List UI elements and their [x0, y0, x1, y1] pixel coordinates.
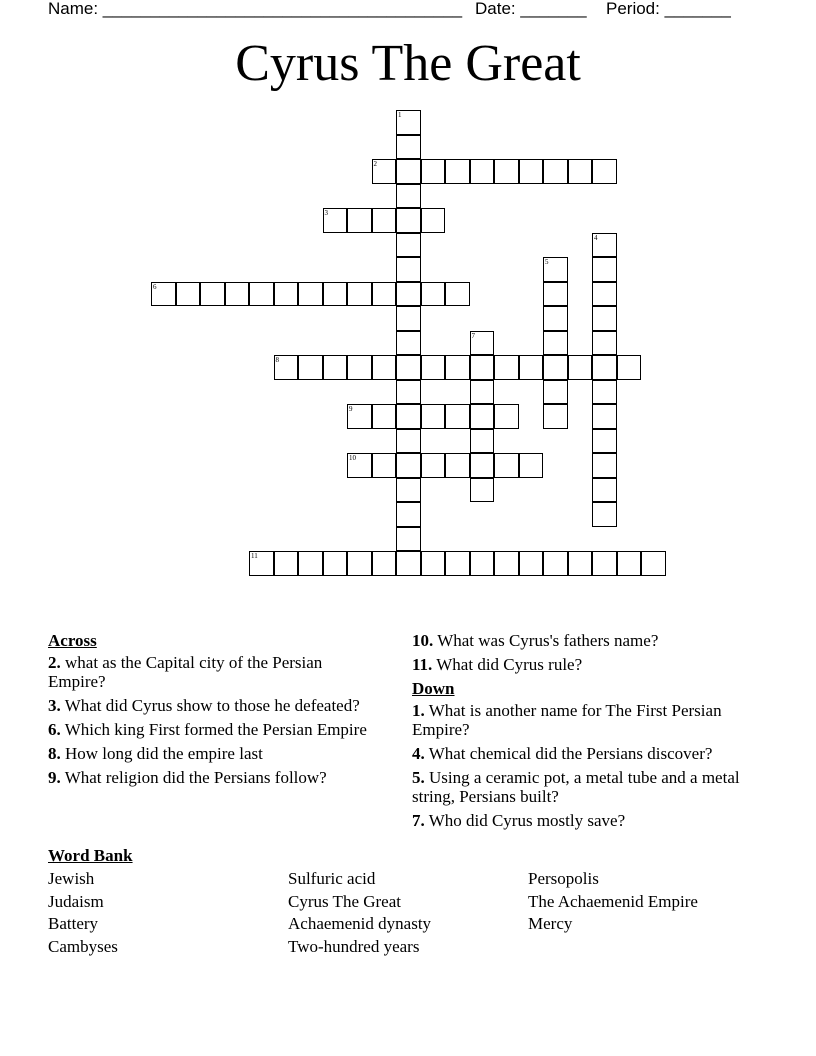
crossword-cell[interactable] — [396, 478, 421, 503]
crossword-cell[interactable] — [519, 453, 544, 478]
crossword-cell[interactable] — [470, 453, 495, 478]
crossword-cell[interactable] — [592, 233, 617, 258]
crossword-cell[interactable] — [249, 282, 274, 307]
crossword-cell[interactable] — [641, 551, 666, 576]
crossword-cell[interactable] — [543, 551, 568, 576]
crossword-cell[interactable] — [396, 184, 421, 209]
crossword-cell[interactable] — [372, 355, 397, 380]
clue-number: 7 — [471, 331, 475, 340]
crossword-cell[interactable] — [396, 159, 421, 184]
across-clue: 11. What did Cyrus rule? — [412, 655, 583, 674]
crossword-cell[interactable] — [396, 404, 421, 429]
crossword-cell[interactable] — [543, 380, 568, 405]
word-bank-column — [48, 868, 118, 958]
clue-number: 1 — [398, 111, 402, 119]
word-bank-item: Judaism — [48, 891, 104, 911]
crossword-cell[interactable] — [470, 551, 495, 576]
period-field[interactable]: Period: _______ — [606, 0, 731, 18]
crossword-cell[interactable] — [372, 208, 397, 233]
name-field[interactable]: Name: ______________________________________ — [48, 0, 463, 18]
crossword-cell[interactable] — [592, 282, 617, 307]
crossword-cell[interactable] — [396, 551, 421, 576]
crossword-cell[interactable] — [274, 355, 299, 380]
crossword-cell[interactable] — [372, 282, 397, 307]
crossword-cell[interactable] — [592, 453, 617, 478]
crossword-cell[interactable] — [421, 282, 446, 307]
word-bank-heading: Word Bank — [48, 846, 133, 865]
crossword-cell[interactable] — [592, 355, 617, 380]
crossword-cell[interactable] — [396, 429, 421, 454]
word-bank-item: Two-hundred years — [288, 936, 420, 956]
crossword-cell[interactable] — [372, 404, 397, 429]
crossword-cell[interactable] — [543, 257, 568, 282]
word-bank-item: Battery — [48, 914, 99, 934]
across-clue: 9. What religion did the Persians follow? — [48, 768, 327, 787]
crossword-cell[interactable] — [568, 355, 593, 380]
down-clue: 7. Who did Cyrus mostly save? — [412, 811, 626, 830]
crossword-cell[interactable] — [347, 453, 372, 478]
down-clue: 1. What is another name for The First Persian Empire? — [412, 701, 722, 739]
page-title: Cyrus The Great — [235, 35, 581, 92]
word-bank-item: The Achaemenid Empire — [528, 891, 698, 911]
across-clue: 6. Which king First formed the Persian Empire — [48, 720, 367, 739]
crossword-cell[interactable] — [396, 502, 421, 527]
word-bank-item: Achaemenid dynasty — [288, 914, 432, 934]
down-clue: 4. What chemical did the Persians discover? — [412, 744, 713, 763]
word-bank-item: Persopolis — [528, 869, 599, 888]
word-bank-item: Mercy — [528, 914, 573, 934]
crossword-cell[interactable] — [592, 159, 617, 184]
word-bank-item: Jewish — [48, 869, 95, 888]
crossword-cell[interactable] — [347, 404, 372, 429]
crossword-cell[interactable] — [298, 355, 323, 380]
crossword-cell[interactable] — [519, 355, 544, 380]
crossword-cell[interactable] — [617, 551, 642, 576]
across-clue: 2. what as the Capital city of the Persian Empire? — [48, 653, 323, 691]
crossword-cell[interactable] — [372, 159, 397, 184]
crossword-cell[interactable] — [543, 331, 568, 356]
crossword-cell[interactable] — [543, 404, 568, 429]
crossword-cell[interactable] — [592, 502, 617, 527]
clue-number: 11 — [251, 552, 258, 560]
crossword-cell[interactable] — [347, 208, 372, 233]
crossword-cell[interactable] — [421, 355, 446, 380]
across-column — [48, 631, 378, 792]
clue-number: 9 — [349, 405, 353, 413]
crossword-cell[interactable] — [396, 208, 421, 233]
crossword-cell[interactable] — [445, 159, 470, 184]
across-clue: 10. What was Cyrus's fathers name? — [412, 631, 659, 650]
crossword-cell[interactable] — [494, 159, 519, 184]
down-clue: 5. Using a ceramic pot, a metal tube and a metal string, Persians built? — [412, 768, 740, 806]
crossword-cell[interactable] — [568, 551, 593, 576]
crossword-cell[interactable] — [323, 208, 348, 233]
crossword-cell[interactable] — [421, 551, 446, 576]
clue-number: 8 — [275, 356, 279, 364]
crossword-cell[interactable] — [298, 282, 323, 307]
crossword-cell[interactable] — [445, 453, 470, 478]
crossword-cell[interactable] — [347, 551, 372, 576]
crossword-cell[interactable] — [249, 551, 274, 576]
crossword-cell[interactable] — [445, 551, 470, 576]
crossword-cell[interactable] — [592, 404, 617, 429]
clue-number: 4 — [594, 233, 598, 242]
crossword-cell[interactable] — [445, 404, 470, 429]
crossword-cell[interactable] — [470, 355, 495, 380]
crossword-cell[interactable] — [592, 257, 617, 282]
crossword-cell[interactable] — [592, 429, 617, 454]
crossword-cell[interactable] — [494, 453, 519, 478]
clue-number: 10 — [349, 454, 356, 462]
crossword-cell[interactable] — [323, 355, 348, 380]
crossword-cell[interactable] — [519, 159, 544, 184]
crossword-cell[interactable] — [396, 257, 421, 282]
crossword-cell[interactable] — [421, 159, 446, 184]
crossword-cell[interactable] — [494, 355, 519, 380]
crossword-cell[interactable] — [396, 380, 421, 405]
crossword-cell[interactable] — [470, 331, 495, 356]
crossword-cell[interactable] — [323, 551, 348, 576]
word-bank-column — [528, 868, 698, 936]
crossword-cell[interactable] — [396, 135, 421, 160]
crossword-cell[interactable] — [396, 355, 421, 380]
crossword-cell[interactable] — [298, 551, 323, 576]
crossword-cell[interactable] — [421, 208, 446, 233]
word-bank-item: Cambyses — [48, 936, 118, 956]
crossword-cell[interactable] — [347, 282, 372, 307]
crossword-cell[interactable] — [347, 355, 372, 380]
date-field[interactable]: Date: _______ — [475, 0, 587, 18]
across-clue: 3. What did Cyrus show to those he defeated? — [48, 696, 360, 715]
crossword-cell[interactable] — [592, 380, 617, 405]
crossword-cell[interactable] — [470, 380, 495, 405]
crossword-cell[interactable] — [421, 404, 446, 429]
crossword-cell[interactable] — [200, 282, 225, 307]
crossword-cell[interactable] — [494, 551, 519, 576]
crossword-cell[interactable] — [470, 404, 495, 429]
clue-number: 2 — [373, 160, 377, 168]
crossword-cell[interactable] — [445, 355, 470, 380]
crossword-cell[interactable] — [592, 551, 617, 576]
crossword-cell[interactable] — [592, 478, 617, 503]
crossword-cell[interactable] — [592, 306, 617, 331]
crossword-cell[interactable] — [372, 551, 397, 576]
crossword-cell[interactable] — [151, 282, 176, 307]
crossword-cell[interactable] — [274, 551, 299, 576]
crossword-cell[interactable] — [396, 110, 421, 135]
crossword-cell[interactable] — [470, 478, 495, 503]
crossword-cell[interactable] — [396, 282, 421, 307]
word-bank-item: Sulfuric acid — [288, 869, 376, 888]
crossword-cell[interactable] — [396, 306, 421, 331]
crossword-cell[interactable] — [372, 453, 397, 478]
clue-number: 5 — [545, 258, 549, 266]
clue-number: 6 — [153, 282, 157, 291]
clue-number: 3 — [324, 209, 328, 217]
crossword-cell[interactable] — [176, 282, 201, 307]
crossword-cell[interactable] — [617, 355, 642, 380]
crossword-cell[interactable] — [470, 159, 495, 184]
word-bank-column — [288, 868, 431, 958]
crossword-cell[interactable] — [445, 282, 470, 307]
down-heading: Down — [412, 679, 455, 698]
crossword-cell[interactable] — [323, 282, 348, 307]
right-clue-column — [412, 631, 742, 835]
crossword-cell[interactable] — [543, 355, 568, 380]
crossword-cell[interactable] — [396, 233, 421, 258]
across-clue: 8. How long did the empire last — [48, 744, 263, 763]
across-heading: Across — [48, 631, 97, 650]
crossword-cell[interactable] — [568, 159, 593, 184]
crossword-cell[interactable] — [519, 551, 544, 576]
crossword-cell[interactable] — [543, 159, 568, 184]
crossword-cell[interactable] — [225, 282, 250, 307]
crossword-cell[interactable] — [543, 282, 568, 307]
word-bank-item: Cyrus The Great — [288, 891, 401, 911]
crossword-cell[interactable] — [396, 527, 421, 552]
crossword-cell[interactable] — [543, 306, 568, 331]
crossword-cell[interactable] — [396, 331, 421, 356]
crossword-cell[interactable] — [470, 429, 495, 454]
crossword-cell[interactable] — [274, 282, 299, 307]
crossword-cell[interactable] — [592, 331, 617, 356]
crossword-cell[interactable] — [421, 453, 446, 478]
crossword-cell[interactable] — [396, 453, 421, 478]
crossword-cell[interactable] — [494, 404, 519, 429]
